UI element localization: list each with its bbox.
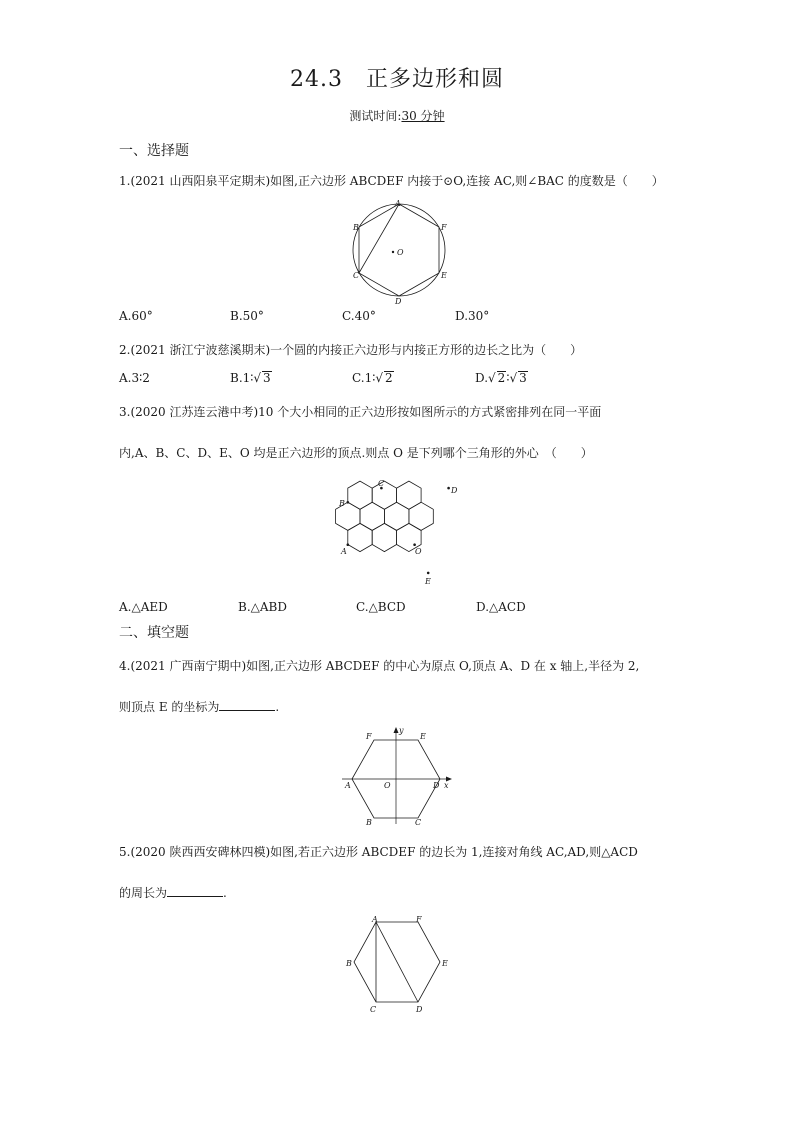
grid-hexagon (409, 502, 433, 530)
point-a (347, 543, 350, 546)
question-1-option-c: C.40° (342, 309, 376, 323)
point-o (413, 543, 416, 546)
question-1-option-d: D.30° (455, 309, 490, 323)
answer-blank-4[interactable] (219, 710, 275, 711)
grid-hexagon (348, 523, 372, 551)
question-4-text-line-2: 则顶点 E 的坐标为 . (119, 700, 280, 714)
label-e: E (442, 959, 448, 968)
point-d (447, 487, 450, 490)
hexagon-grid (336, 481, 434, 551)
grid-hexagon (372, 523, 396, 551)
question-1-option-a: A.60° (119, 309, 153, 323)
test-time-value: 30 分钟 (401, 109, 445, 123)
question-4-figure (340, 724, 458, 828)
section-heading-fill: 二、填空题 (119, 625, 189, 641)
section-heading-choice: 一、选择题 (119, 143, 189, 159)
question-2-text: 2.(2021 浙江宁波慈溪期末)一个圆的内接正六边形与内接正方形的边长之比为（ ） (119, 343, 583, 357)
label-o: O (384, 781, 391, 790)
label-x: x (444, 781, 449, 790)
point-e (427, 572, 430, 575)
label-b: B (366, 818, 372, 827)
label-d: D (395, 297, 402, 306)
label-e: E (441, 271, 447, 280)
question-1-option-b: B.50° (230, 309, 264, 323)
grid-hexagon (348, 481, 372, 509)
center-point-o (392, 251, 394, 253)
question-2-option-b: B.1∶√ 3 (230, 371, 271, 385)
point-b (347, 501, 350, 504)
question-2-option-c: C.1∶√ 2 (352, 371, 393, 385)
y-axis-arrow-icon (394, 727, 399, 733)
grid-hexagon (384, 502, 409, 530)
question-2-option-a: A.3∶2 (119, 371, 150, 385)
test-time (0, 107, 794, 124)
question-1-text: 1.(2021 山西阳泉平定期末)如图,正六边形 ABCDEF 内接于⊙O,连接 AC,则∠BAC 的度数是（ ） (119, 174, 664, 188)
grid-hexagon (360, 502, 384, 530)
question-3-option-b: B.△ABD (238, 600, 287, 614)
label-b: B (339, 499, 345, 508)
label-c: C (370, 1005, 377, 1014)
answer-blank-5[interactable] (167, 896, 223, 897)
segment-ac (359, 204, 399, 273)
label-o: O (415, 547, 422, 556)
question-3-text-line-2: 内,A、B、C、D、E、O 均是正六边形的顶点.则点 O 是下列哪个三角形的外心 （ ） (119, 446, 593, 460)
grid-hexagon (397, 481, 422, 509)
label-d: D (433, 781, 440, 790)
label-b: B (346, 959, 352, 968)
question-3-figure (325, 474, 465, 590)
label-c: C (415, 818, 422, 827)
question-5-text-line-1: 5.(2020 陕西西安碑林四模)如图,若正六边形 ABCDEF 的边长为 1,连接对角线 AC,AD,则△ACD (119, 845, 638, 859)
label-f: F (366, 732, 372, 741)
label-c: C (378, 479, 385, 488)
label-o: O (397, 248, 404, 257)
question-3-text-line-1: 3.(2020 江苏连云港中考)10 个大小相同的正六边形按如图所示的方式紧密排列在同一平面 (119, 405, 602, 419)
test-time-label: 测试时间: (349, 109, 402, 123)
question-5-text-line-2: 的周长为 . (119, 886, 227, 900)
question-3-option-a: A.△AED (119, 600, 168, 614)
question-3-option-c: C.△BCD (356, 600, 406, 614)
label-a: A (341, 547, 347, 556)
question-4-text-line-1: 4.(2021 广西南宁期中)如图,正六边形 ABCDEF 的中心为原点 O,顶点 A、D 在 x 轴上,半径为 2, (119, 659, 640, 673)
grid-hexagon (372, 481, 396, 509)
question-5-figure (344, 914, 454, 1014)
label-a: A (395, 199, 401, 208)
label-f: F (416, 915, 422, 924)
label-a: A (345, 781, 351, 790)
label-y: y (399, 726, 404, 735)
question-1-figure (345, 198, 455, 306)
label-d: D (451, 486, 458, 495)
diagonal-ad (376, 922, 418, 1002)
label-d: D (416, 1005, 423, 1014)
label-e: E (420, 732, 426, 741)
label-a: A (372, 915, 378, 924)
page-title: 24.3 正多边形和圆 (290, 67, 504, 92)
label-f: F (441, 223, 447, 232)
label-b: B (353, 223, 359, 232)
label-c: C (353, 271, 360, 280)
question-3-option-d: D.△ACD (476, 600, 526, 614)
question-2-option-d: D.√ 2∶√ 3 (475, 371, 527, 385)
label-e: E (425, 577, 431, 586)
